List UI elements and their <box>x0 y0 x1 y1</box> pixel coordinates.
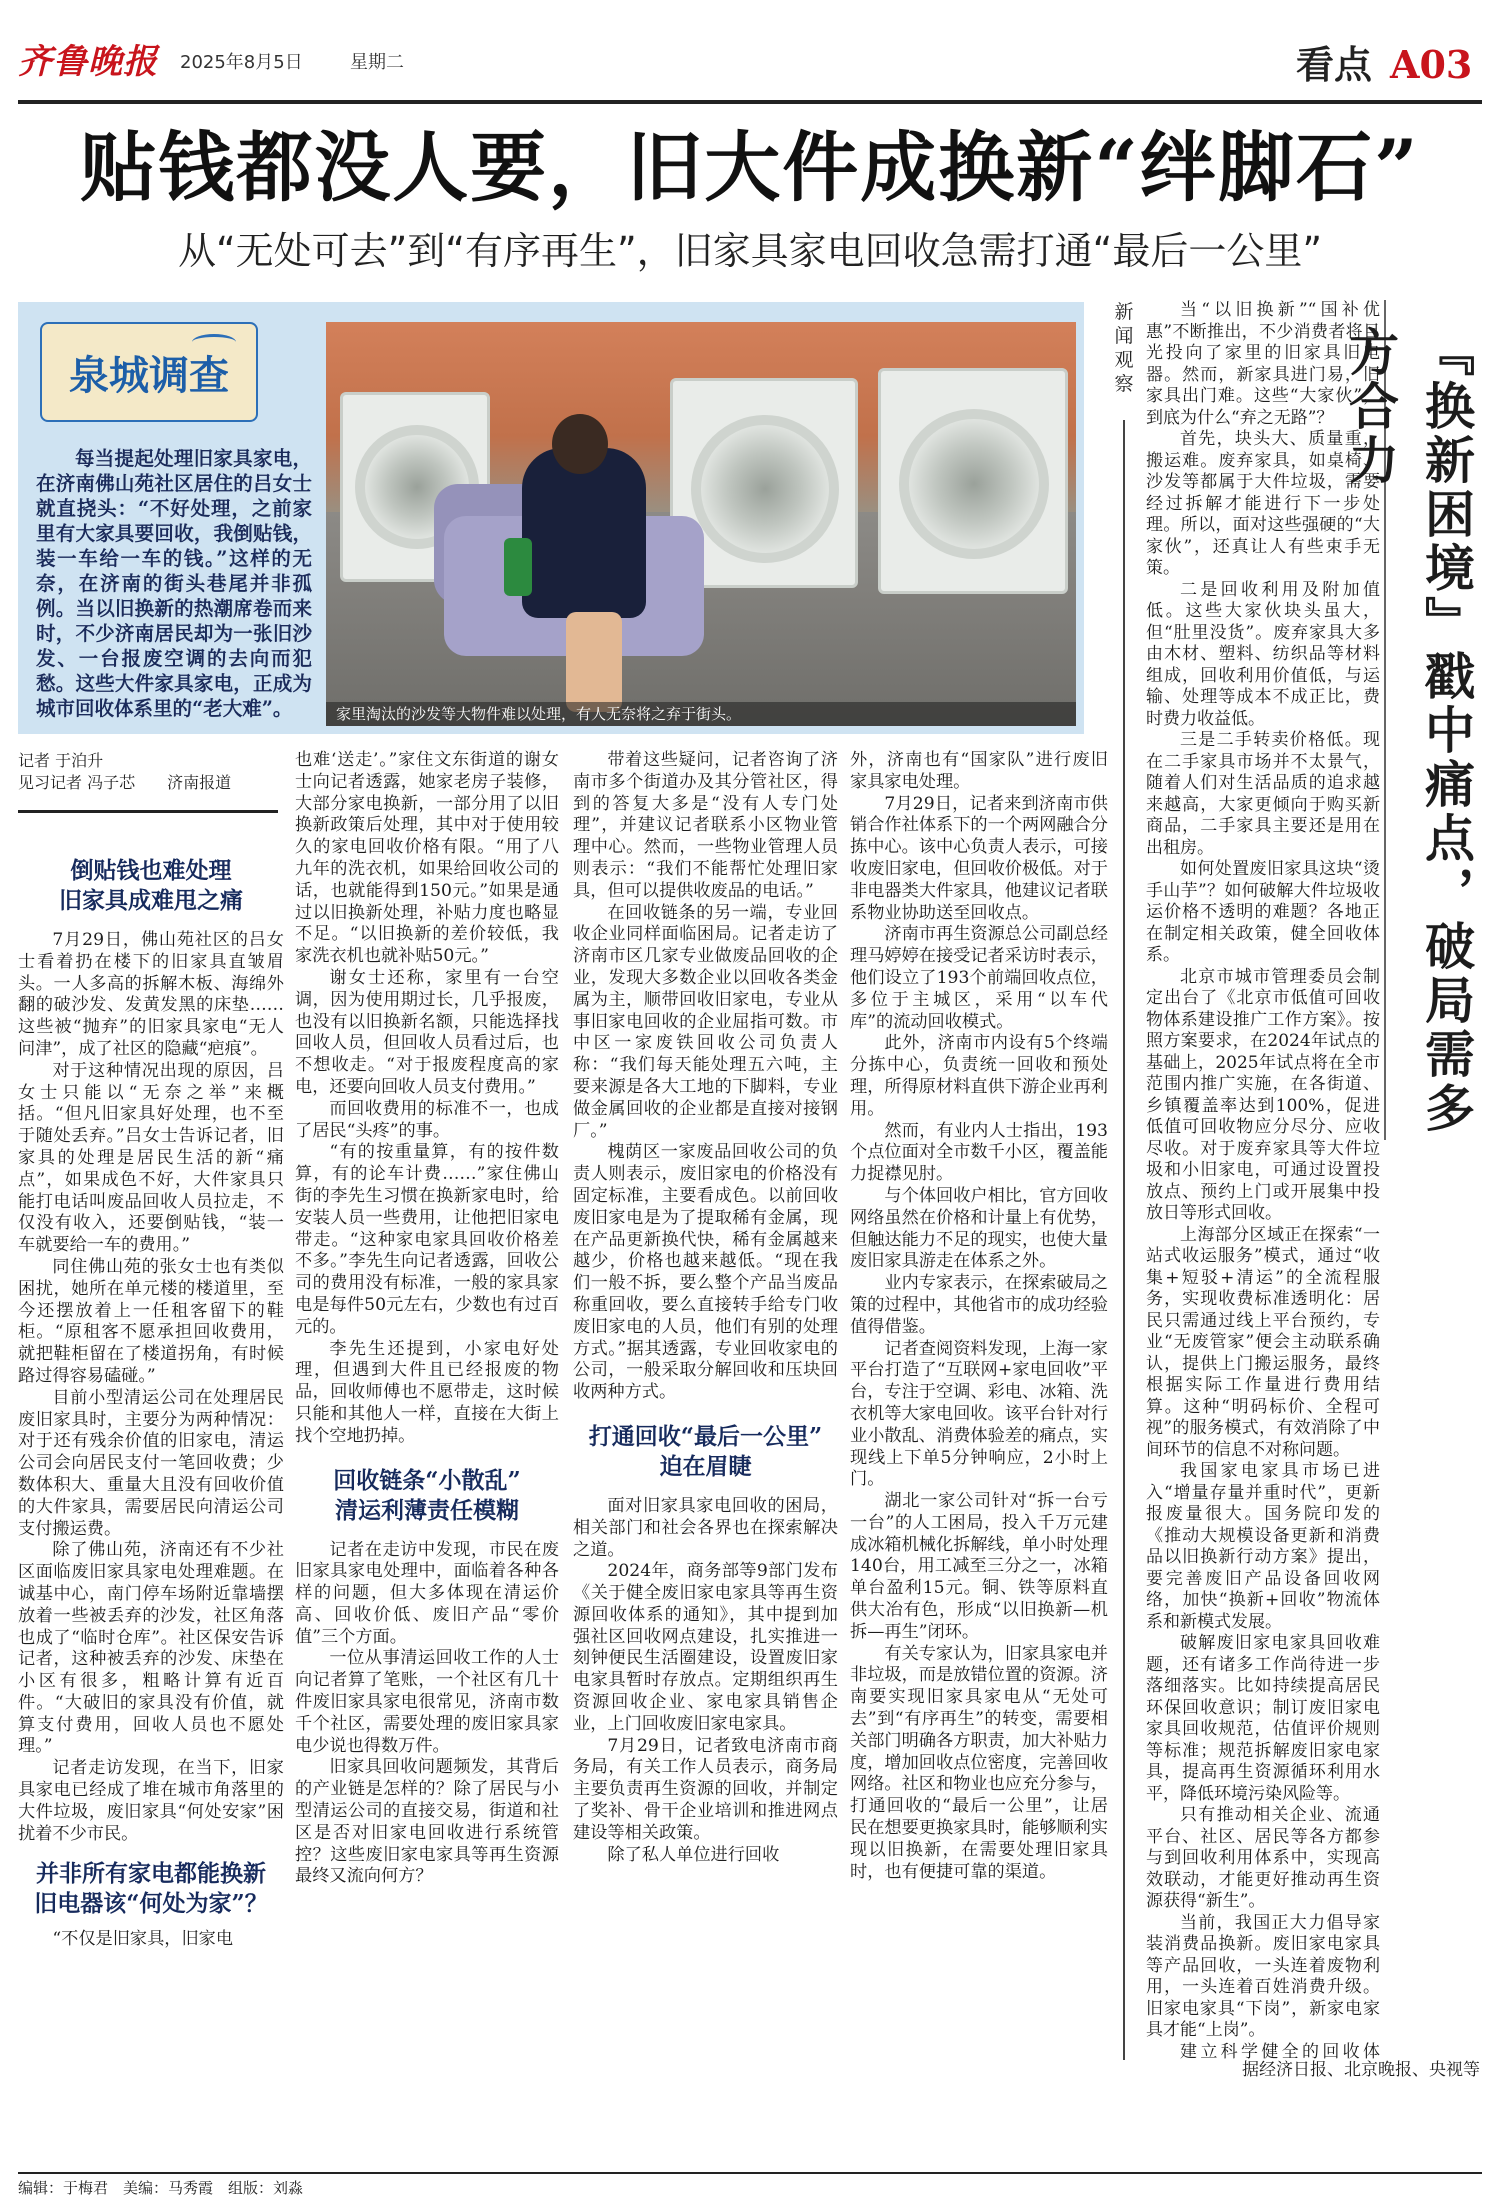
article-paragraph: 三是二手转卖价格低。现在二手家具市场并不太景气，随着人们对生活品质的追求越来越高，大家更倾向于购买新商品，二手家具主要还是用在出租房。 <box>1146 730 1380 858</box>
article-paragraph: 目前小型清运公司在处理居民废旧家具时，主要分为两种情况：对于还有残余价值的旧家电，清运公司会向居民支付一笔回收费；少数体积大、重量大且没有回收价值的大件家具，需要居民向清运公司支付搬运费。 <box>18 1387 284 1539</box>
intern-reporter-name <box>18 772 231 794</box>
publication-date: 2025年8月5日 <box>180 52 303 73</box>
article-paragraph: 业内专家表示，在探索破局之策的过程中，其他省市的成功经验值得借鉴。 <box>850 1273 1108 1337</box>
fan-icon <box>691 415 839 563</box>
article-paragraph: 此外，济南市内设有5个终端分拣中心，负责统一回收和预处理，所得原材料直供下游企业再利用。 <box>850 1033 1108 1119</box>
article-paragraph: 湖北一家公司针对“拆一台亏一台”的人工困局，投入千万元建成冰箱机械化拆解线，单小时处理140台，用工减至三分之一，冰箱单台盈利15元。铜、铁等原料直供大冶有色，形成“以旧换新—机拆—再生”闭环。 <box>850 1491 1108 1642</box>
article-paragraph: 当前，我国正大力倡导家装消费品换新。废旧家电家具等产品回收，一头连着废物利用，一头连着百姓消费升级。旧家电家具“下岗”，新家电家具才能“上岗”。 <box>1146 1912 1380 2040</box>
article-paragraph: 上海部分区域正在探索“一站式收运服务”模式，通过“收集+短驳+清运”的全流程服务，实现收费标准透明化：居民只需通过线上平台预约，专业“无废管家”便会主动联系确认，提供上门搬运服务，最终根据实际工作量进行费用结算。这种“明码标价、全程可视”的服务模式，有效消除了中间环节的信息不对称问题。 <box>1146 1224 1380 1460</box>
body-column-3 <box>573 750 838 2062</box>
article-paragraph: 7月29日，佛山苑社区的吕女士看着扔在楼下的旧家具直皱眉头。一人多高的拆解木板、海绵外翻的破沙发、发黄发黑的床垫……这些被“抛弃”的旧家具家电“无人问津”，成了社区的隐藏“疤痕”。 <box>18 930 284 1059</box>
article-paragraph: 2024年，商务部等9部门发布《关于健全废旧家电家具等再生资源回收体系的通知》，其中提到加强社区回收网点建设，扎实推进一刻钟便民生活圈建设，设置废旧家电家具暂时存放点。定期组织再生资源回收企业、家电家具销售企业，上门回收废旧家电家具。 <box>573 1561 838 1734</box>
article-paragraph: 记者走访发现，在当下，旧家具家电已经成了堆在城市角落里的大件垃圾，废旧家具“何处安家”困扰着不少市民。 <box>18 1758 284 1844</box>
article-paragraph: 一位从事清运回收工作的人士向记者算了笔账，一个社区有几十件废旧家具家电很常见，济南市数千个社区，需要处理的废旧家具家电少说也得数万件。 <box>295 1648 559 1756</box>
article-subhead: 打通回收“最后一公里” 迫在眉睫 <box>588 1422 823 1480</box>
green-bag <box>504 538 532 596</box>
article-paragraph: 记者在走访中发现，市民在废旧家具家电处理中，面临着各种各样的问题，但大多体现在清运价高、回收价低、废旧产品“零价值”三个方面。 <box>295 1539 559 1647</box>
article-paragraph: “有的按重量算，有的按件数算，有的论车计费……”家住佛山街的李先生习惯在换新家电时，给安装人员一些费用，让他把旧家电带走。“这种家电家具回收价格差不多。”李先生向记者透露，回收公司的费用没有标准，一般的家具家电是每件50元左右，少数也有过百元的。 <box>295 1142 559 1337</box>
reporter-name: 记者 于泊升 <box>18 751 104 770</box>
article-paragraph: 我国家电家具市场已进入“增量存量并重时代”，更新报废量很大。国务院印发的《推动大规模设备更新和消费品以旧换新行动方案》提出，要完善废旧产品设备回收网络，加快“换新+回收”物流体系和新模式发展。 <box>1146 1461 1380 1632</box>
article-paragraph: 有关专家认为，旧家具家电并非垃圾，而是放错位置的资源。济南要实现旧家具家电从“无处可去”到“有序再生”的转变，需要相关部门明确各方职责，加大补贴力度，增加回收点位密度，完善回收网络。社区和物业也应充分参与，打通回收的“最后一公里”，让居民在想要更换家具时，能够顺利实现以旧换新，在需要处理旧家具时，也有便捷可靠的渠道。 <box>850 1643 1108 1882</box>
article-paragraph: 同住佛山苑的张女士也有类似困扰，她所在单元楼的楼道里，至今还摆放着上一任租客留下的鞋柜。“原租客不愿承担回收费用，就把鞋柜留在了楼道拐角，有时候路过得容易磕碰。” <box>18 1256 284 1386</box>
article-paragraph: “不仅是旧家具，旧家电 <box>52 1929 234 1950</box>
article-paragraph: 槐荫区一家废品回收公司的负责人则表示，废旧家电的价格没有固定标准，主要看成色。以前回收废旧家电是为了提取稀有金属，现在产品更新换代快，稀有金属越来越少，价格也越来越低。“现在我们一般不拆，要么整个产品当废品称重回收，要么直接转手给专门收废旧家电的人员，他们有别的处理方式。”据其透露，专业回收家电的公司，一般采取分解回收和压块回收两种方式。 <box>573 1142 838 1403</box>
article-paragraph: 记者查阅资料发现，上海一家平台打造了“互联网+家电回收”平台，专注于空调、彩电、冰箱、洗衣机等大家电回收。该平台针对行业小散乱、消费体验差的痛点，实现线上下单5分钟响应，2小时上门。 <box>850 1338 1108 1490</box>
person-head <box>552 414 608 474</box>
person-legs <box>566 612 622 712</box>
article-paragraph: 如何处置废旧家具这块“烫手山芋”？如何破解大件垃圾收运价格不透明的难题？各地正在制定相关政策，健全回收体系。 <box>1146 859 1380 965</box>
article-paragraph: 二是回收利用及附加值低。这些大家伙块头虽大，但“肚里没货”。废弃家具大多由木材、塑料、纺织品等材料组成，回收利用价值低，与运输、处理等成本不成正比，费时费力收益低。 <box>1146 579 1380 729</box>
observation-column <box>1146 300 1380 2060</box>
intro-paragraph: 每当提起处理旧家具家电，在济南佛山苑社区居住的吕女士就直挠头：“不好处理，之前家里有大家具要回收，我倒贴钱，装一车给一车的钱。”这样的无奈，在济南的街头巷尾并非孤例。当以旧换新的热潮席卷而来时，不少济南居民却为一张旧沙发、一台报废空调的去向而犯愁。这些大件家具家电，正成为城市回收体系里的“老大难”。 <box>36 447 312 720</box>
article-paragraph: 面对旧家具家电回收的困局，相关部门和社会各界也在探索解决之道。 <box>573 1495 838 1560</box>
article-paragraph: 济南市再生资源总公司副总经理马婷婷在接受记者采访时表示，他们设立了193个前端回收点位，多位于主城区，采用“以车代库”的流动回收模式。 <box>850 924 1108 1032</box>
badge-text: 泉城调查 <box>69 352 229 399</box>
footer-rule <box>18 2172 1482 2174</box>
article-paragraph: 对于这种情况出现的原因，吕女士只能以“无奈之举”来概括。“但凡旧家具好处理，也不至于随处丢弃。”吕女士告诉记者，旧家具的处理是居民生活的新“痛点”，如果成色不好，大件家具只能打电话叫废品回收人员拉走，不仅没有收入，还要倒贴钱，“装一车就要给一车的费用。” <box>18 1060 284 1256</box>
article-paragraph: 建立科学健全的回收体 <box>1180 2041 1380 2060</box>
report-location: 济南报道 <box>167 773 232 792</box>
article-paragraph: 当“以旧换新”“国补优惠”不断推出，不少消费者将目光投向了家里的旧家具旧电器。然而，新家具进门易，旧家具出门难。这些“大家伙”，到底为什么“弃之无路”？ <box>1146 300 1380 428</box>
section-name: 看点 <box>1296 42 1373 87</box>
publication-weekday: 星期二 <box>350 52 404 73</box>
article-paragraph: 也难‘送走’。”家住文东街道的谢女士向记者透露，她家老房子装修，大部分家电换新，一部分用了以旧换新政策后处理，其中对于使用较久的家电回收价格有限。“用了八九年的洗衣机，如果给回收公司的话，也就能得到150元。”如果是通过以旧换新处理，补贴力度也略显不足。“以旧换新的差价较低，我家洗衣机也就补贴50元。” <box>295 750 559 967</box>
article-paragraph: 谢女士还称，家里有一台空调，因为使用期过长，几乎报废，也没有以旧换新名额，只能选择找回收人员，但回收人员看过后，也不想收走。“对于报废程度高的家电，还要向回收人员支付费用。” <box>295 967 559 1097</box>
observation-source: 据经济日报、北京晚报、央视等 <box>1242 2060 1480 2080</box>
fan-icon <box>899 409 1049 559</box>
observation-divider <box>1123 420 1125 2060</box>
news-photo <box>326 322 1076 726</box>
article-paragraph: 然而，有业内人士指出，193个点位面对全市数千小区，覆盖能力捉襟见肘。 <box>850 1120 1108 1185</box>
article-subhead: 回收链条“小散乱” 清运利薄责任模糊 <box>333 1466 521 1524</box>
byline-rule <box>18 810 278 813</box>
article-paragraph: 外，济南也有“国家队”进行废旧家具家电处理。 <box>850 750 1108 792</box>
article-paragraph: 带着这些疑问，记者咨询了济南市多个街道办及其分管社区，得到的答复大多是“没有人专门处理”，并建议记者联系小区物业管理中心。然而，一些物业管理人员则表示：“我们不能帮忙处理旧家具，但可以提供收废品的电话。” <box>573 750 838 901</box>
article-paragraph: 而回收费用的标准不一，也成了居民“头疼”的事。 <box>295 1098 559 1141</box>
photo-caption: 家里淘汰的沙发等大物件难以处理，有人无奈将之弃于街头。 <box>336 705 742 723</box>
intern-name: 见习记者 冯子芯 <box>18 773 136 792</box>
byline <box>18 750 231 794</box>
page-number: A03 <box>1390 42 1473 87</box>
article-paragraph: 与个体回收户相比，官方回收网络虽然在价格和计量上有优势，但触达能力不足的现实，也使大量废旧家具游走在体系之外。 <box>850 1185 1108 1272</box>
article-paragraph: 在回收链条的另一端，专业回收企业同样面临困局。记者走访了济南市区几家专业做废品回收的企业，发现大多数企业以回收各类金属为主，顺带回收旧家电，专业从事旧家电回收的企业屈指可数。市中区一家废铁回收公司负责人称：“我们每天能处理五六吨，主要来源是各大工地的下脚料，专业做金属回收的企业都是直接对接钢厂。” <box>573 902 838 1141</box>
article-paragraph: 只有推动相关企业、流通平台、社区、居民等各方都参与到回收利用体系中，实现高效联动，才能更好推动再生资源获得“新生”。 <box>1146 1805 1380 1911</box>
article-paragraph: 李先生还提到，小家电好处理，但遇到大件且已经报废的物品，回收师傅也不愿带走，这时候只能和其他人一样，直接在大街上找个空地扔掉。 <box>295 1338 559 1446</box>
newspaper-logo: 齐鲁晚报 <box>18 42 158 82</box>
column-badge <box>40 322 258 422</box>
article-paragraph: 7月29日，记者来到济南市供销合作社体系下的一个两网融合分拣中心。该中心负责人表示，可接收废旧家电，但回收价极低。对于非电器类大件家具，他建议记者联系物业协助送至回收点。 <box>850 793 1108 923</box>
article-paragraph: 破解废旧家电家具回收难题，还有诸多工作尚待进一步落细落实。比如持续提高居民环保回收意识；制订废旧家电家具回收规范，估值评价规则等标准；规范拆解废旧家电家具，提高再生资源循环利用水平，降低环境污染风险等。 <box>1146 1633 1380 1804</box>
body-column-2 <box>295 750 559 2062</box>
article-paragraph: 首先，块头大、质量重，搬运难。废弃家具，如桌椅、沙发等都属于大件垃圾，需要经过拆解才能进行下一步处理。所以，面对这些强硬的“大家伙”，还真让人有些束手无策。 <box>1146 429 1380 578</box>
article-paragraph: 除了私人单位进行回收 <box>607 1844 780 1865</box>
sub-headline: 从“无处可去”到“有序再生”，旧家具家电回收急需打通“最后一公里” <box>177 229 1323 273</box>
body-column-1 <box>18 930 284 2060</box>
article-paragraph: 旧家具回收问题频发，其背后的产业链是怎样的？除了居民与小型清运公司的直接交易，街道和社区是否对旧家电回收进行系统管控？这些废旧家电家具等再生资源最终又流向何方？ <box>295 1757 559 1887</box>
observation-title: 『换新困境』戳中痛点，破局需多方合力 <box>1341 326 1476 1136</box>
masthead-rule <box>18 100 1482 104</box>
article-paragraph: 北京市城市管理委员会制定出台了《北京市低值可回收物体系建设推广工作方案》。按照方案要求，在2024年试点的基础上，2025年试点将在全市范围内推广实施，在各街道、乡镇覆盖率达到100%，促进低值可回收物应分尽分、应收尽收。对于废弃家具等大件垃圾和小旧家电，可通过设置投放点、预约上门或开展集中投放日等形式回收。 <box>1146 966 1380 1223</box>
article-subhead: 并非所有家电都能换新 旧电器该“何处为家”？ <box>34 1860 268 1918</box>
article-paragraph: 7月29日，记者致电济南市商务局，有关工作人员表示，商务局主要负责再生资源的回收，并制定了奖补、骨干企业培训和推进网点建设等相关政策。 <box>573 1735 838 1843</box>
body-column-4 <box>850 750 1108 2062</box>
news-observation-tag: 新闻观察 <box>1114 301 1134 395</box>
article-paragraph: 除了佛山苑，济南还有不少社区面临废旧家具家电处理难题。在诚基中心，南门停车场附近靠墙摆放着一些被丢弃的沙发，社区角落也成了“临时仓库”。社区保安告诉记者，这种被丢弃的沙发、床垫在小区有很多，粗略计算有近百件。“大破旧的家具没有价值，就算支付费用，回收人员也不愿处理。” <box>18 1540 284 1757</box>
main-headline: 贴钱都没人要，旧大件成换新“绊脚石” <box>80 123 1420 212</box>
editor-credits: 编辑：于梅君 美编：马秀霞 组版：刘淼 <box>18 2179 304 2197</box>
air-conditioner-unit <box>878 368 1068 594</box>
subhead-1: 倒贴钱也难处理 旧家具成难甩之痛 <box>59 857 243 914</box>
